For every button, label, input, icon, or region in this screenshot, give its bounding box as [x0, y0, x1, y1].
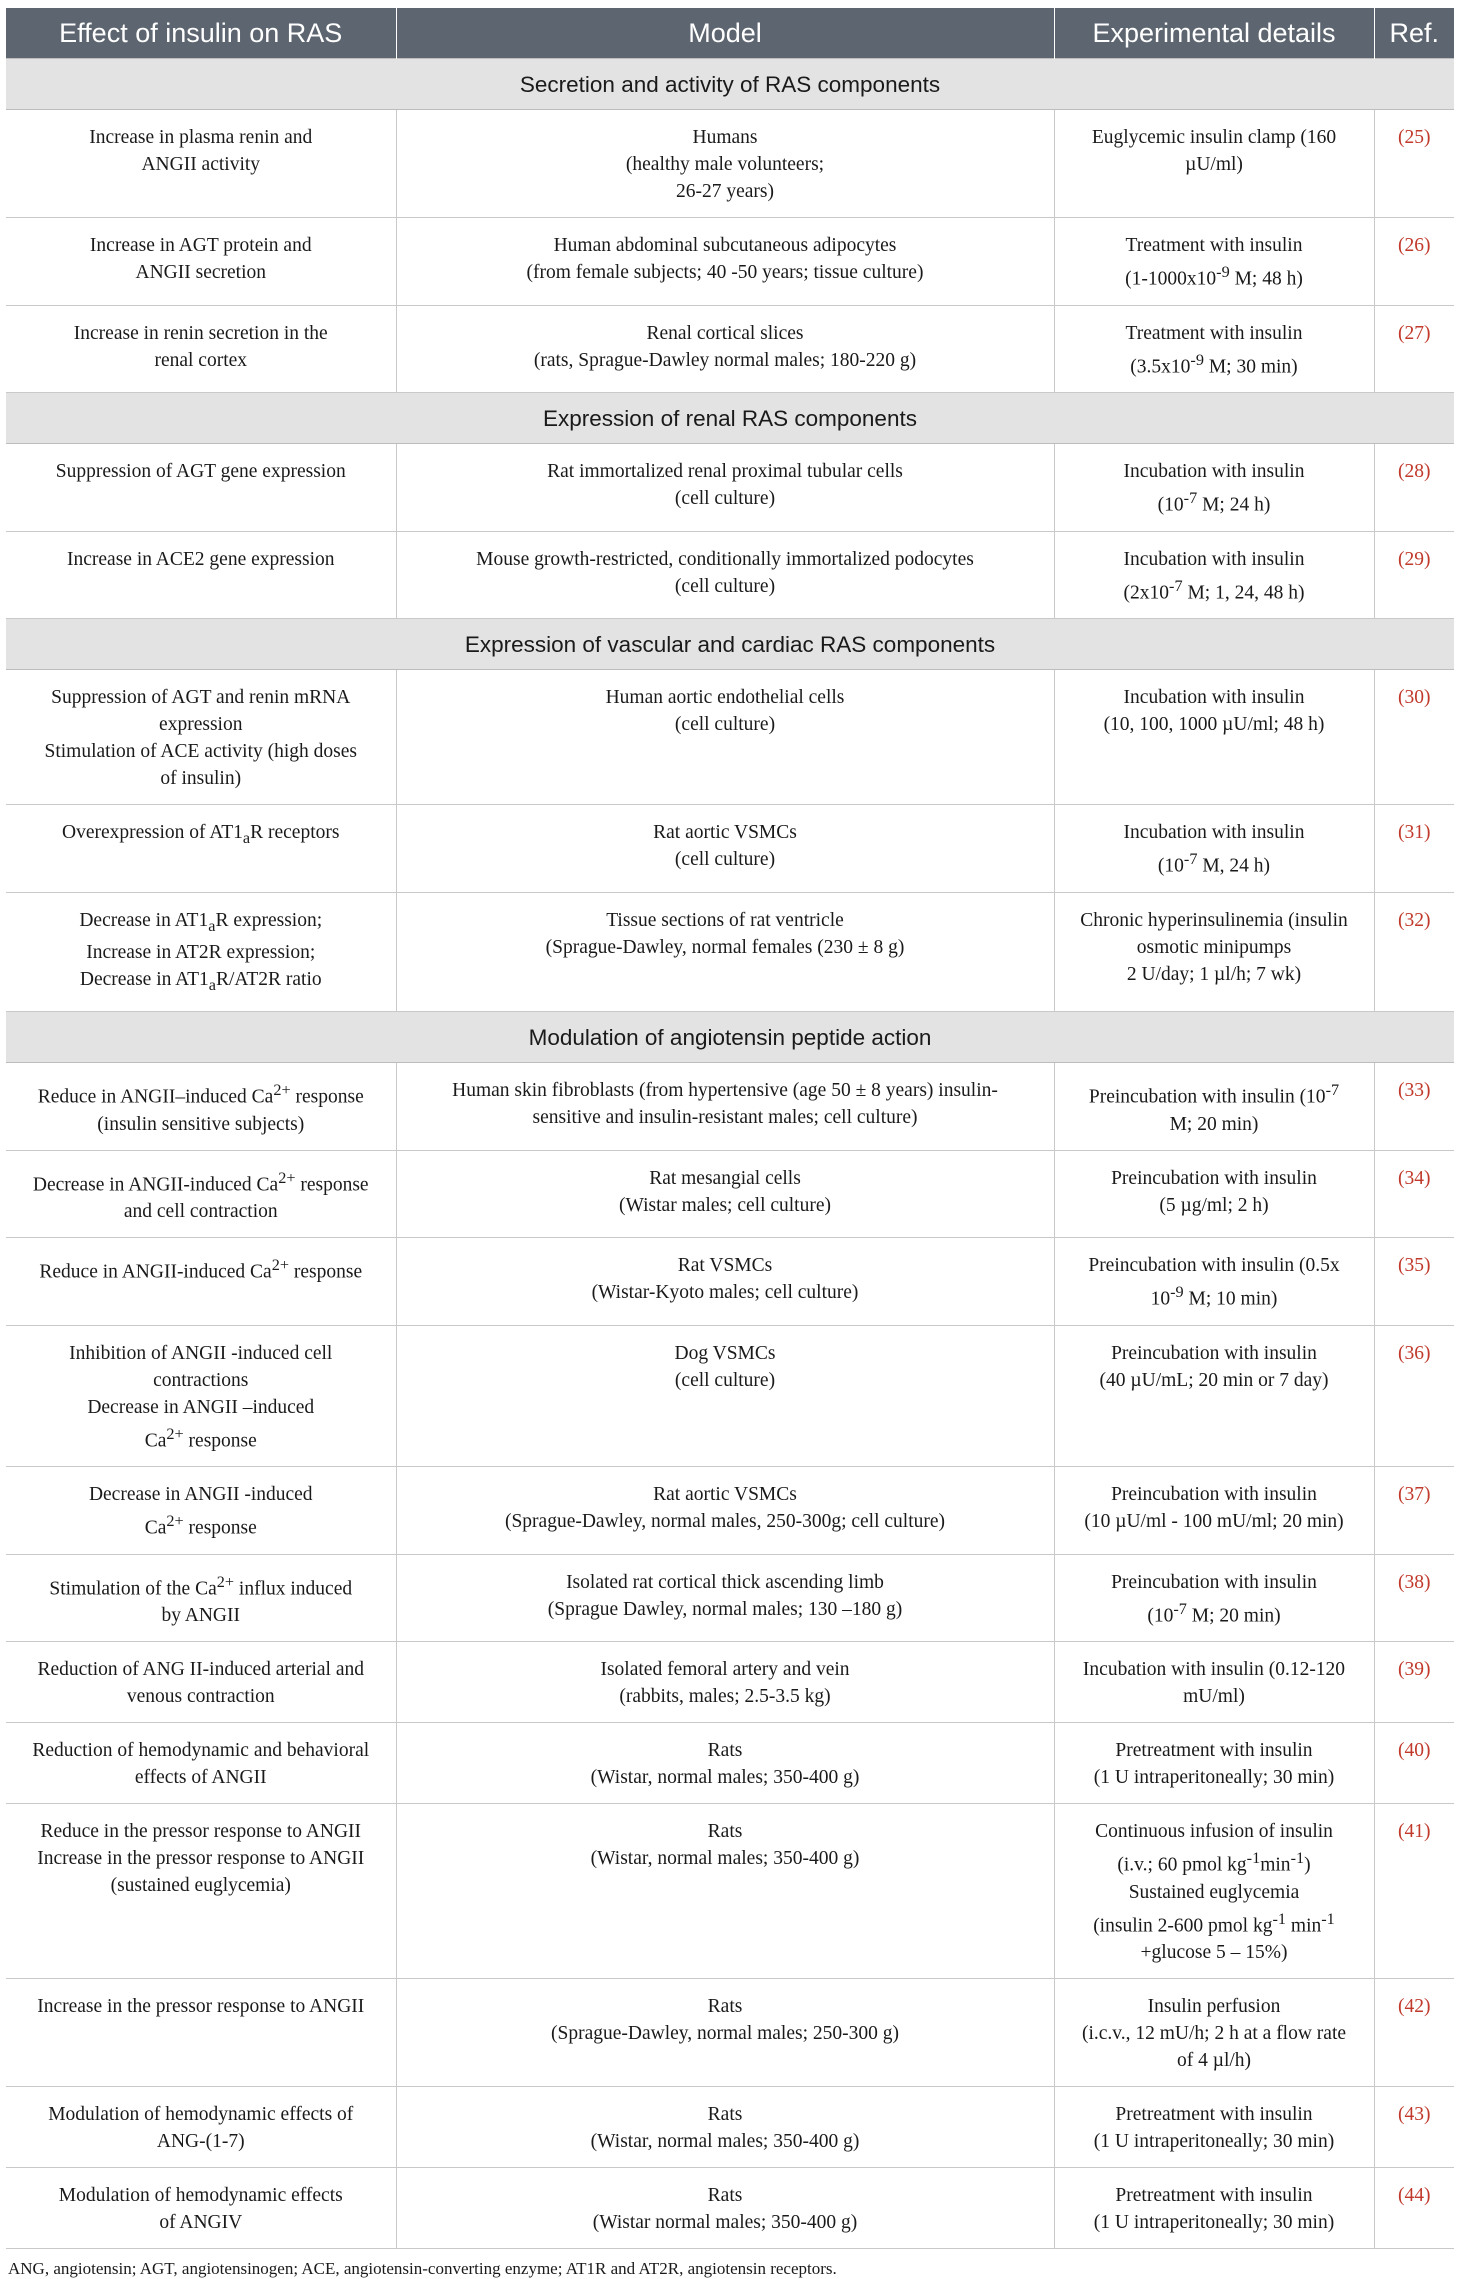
details-cell [1054, 444, 1374, 532]
details-cell-line: Chronic hyperinsulinemia (insulin [1080, 909, 1348, 931]
details-cell-line: Treatment with insulin [1125, 235, 1303, 256]
effect-cell-line: Decrease in $AT1_aR/AT2R$ ratio [79, 969, 322, 995]
model-cell-line: Rat aortic VSMCs [653, 822, 797, 843]
model-cell-line: (rats, Sprague-Dawley normal males; 180-220 g) [533, 349, 917, 371]
section-header-row [6, 1012, 1454, 1063]
model-cell [396, 305, 1054, 393]
details-cell-line: +glucose 5 – 15%) [1140, 1942, 1288, 1964]
model-cell-line: Isolated rat cortical thick ascending limb [566, 1571, 884, 1593]
table-row [6, 1063, 1454, 1151]
details-cell-line: ($2x10^{-7}$ M; 1, 24, 48 h) [1123, 576, 1305, 603]
table-row [6, 531, 1454, 619]
section-title: Expression of renal RAS components [6, 393, 1454, 444]
table-row [6, 892, 1454, 1012]
effect-cell [6, 2087, 396, 2168]
details-cell-line: Incubation with insulin (0.12-120 [1082, 1659, 1346, 1681]
details-cell [1054, 1804, 1374, 1979]
effect-cell-line: ANGII secretion [135, 262, 266, 283]
details-cell-line: (insulin 2-600 pmol $kg^{-1}$ $\min^{-1}$ [1093, 1909, 1335, 1937]
effect-cell-line: Reduction of hemodynamic and behavioral [32, 1740, 370, 1762]
section-title: Modulation of angiotensin peptide action [6, 1012, 1454, 1063]
model-cell-line: (Wistar, normal males; 350-400 g) [590, 1767, 860, 1789]
effect-cell-line: Decrease in $AT1_aR$ expression; [79, 909, 323, 935]
ref-link-line: (35) [1398, 1255, 1431, 1277]
model-cell-line: Human skin fibroblasts (from hypertensive (age 50 ± 8 years) insulin- [452, 1080, 998, 1102]
model-cell-line: (Sprague Dawley, normal males; 130 –180 g) [547, 1598, 903, 1620]
ref-link[interactable] [1374, 218, 1454, 306]
effect-cell-line: Overexpression of $AT1_aR$ receptors [62, 822, 340, 847]
details-cell-line: Pretreatment with insulin [1115, 2104, 1313, 2126]
ref-link-line: (36) [1398, 1342, 1431, 1364]
effect-cell-line: by ANGII [161, 1605, 241, 1627]
effect-cell-line: Suppression of AGT and renin mRNA [51, 687, 351, 708]
ref-link-line: (27) [1398, 322, 1431, 344]
details-cell-line: (1 U intraperitoneally; 30 min) [1093, 2131, 1335, 2153]
details-cell-line: (1 U intraperitoneally; 30 min) [1093, 2212, 1335, 2234]
effect-cell [6, 531, 396, 619]
model-cell [396, 892, 1054, 1012]
header-ref: Ref. [1374, 8, 1454, 59]
model-cell-line: (cell culture) [674, 714, 776, 735]
details-cell-line: Incubation with insulin [1123, 687, 1305, 708]
table-row [6, 1804, 1454, 1979]
details-cell [1054, 218, 1374, 306]
details-cell-line: (10, 100, 1000 µU/ml; 48 h) [1103, 714, 1325, 735]
table-row [6, 110, 1454, 218]
model-cell-line: Rats [707, 2185, 743, 2207]
details-cell [1054, 531, 1374, 619]
details-cell-line: Sustained euglycemia [1128, 1881, 1300, 1903]
effect-cell-line: ANG-(1-7) [156, 2131, 245, 2153]
model-cell [396, 1642, 1054, 1723]
model-cell-line: (healthy male volunteers; [625, 154, 825, 175]
model-cell-line: (cell culture) [674, 575, 776, 597]
ref-link-line: (37) [1398, 1484, 1431, 1506]
effect-cell-line: contractions [153, 1369, 249, 1391]
header-experimental-details: Experimental details [1054, 8, 1374, 59]
effect-cell-line: Reduce in ANGII-induced $Ca^{2+}$ response [39, 1256, 363, 1283]
details-cell-line: µU/ml) [1185, 154, 1243, 175]
effect-cell [6, 1325, 396, 1467]
ref-link[interactable] [1374, 531, 1454, 619]
model-cell [396, 1325, 1054, 1467]
model-cell-line: (Sprague-Dawley, normal males; 250-300 g) [550, 2023, 899, 2045]
table-footnote: ANG, angiotensin; AGT, angiotensinogen; ACE, angiotensin-converting enzyme; AT1R and AT2R, angiotensin receptors. [8, 2259, 837, 2279]
details-cell-line: ($1-1000x10^{-9}$ M; 48 h) [1125, 263, 1303, 290]
model-cell-line: (Sprague-Dawley, normal females (230 ± 8 g) [545, 936, 905, 958]
table-row [6, 2087, 1454, 2168]
model-cell-line: Rat immortalized renal proximal tubular cells [547, 461, 903, 482]
effect-cell-line: venous contraction [126, 1686, 275, 1708]
model-cell-line: (cell culture) [674, 488, 776, 509]
table-row [6, 444, 1454, 532]
effect-cell-line: Suppression of AGT gene expression [55, 461, 346, 482]
ref-link[interactable] [1374, 1723, 1454, 1804]
effect-cell-line: effects of ANGII [134, 1767, 267, 1789]
effect-cell [6, 1723, 396, 1804]
model-cell [396, 1063, 1054, 1151]
model-cell [396, 1554, 1054, 1642]
table-body [6, 59, 1454, 2249]
ref-link-line: (38) [1398, 1571, 1431, 1593]
model-cell [396, 1467, 1054, 1555]
effect-cell-line: expression [159, 714, 243, 735]
effect-cell-line: of insulin) [160, 768, 242, 789]
model-cell-line: (Wistar-Kyoto males; cell culture) [591, 1282, 859, 1304]
details-cell [1054, 1325, 1374, 1467]
table-row [6, 1554, 1454, 1642]
effect-cell-line: Decrease in ANGII –induced [87, 1396, 315, 1418]
details-cell [1054, 670, 1374, 805]
details-cell-line: (10 µU/ml - 100 mU/ml; 20 min) [1084, 1511, 1344, 1533]
effect-cell [6, 1063, 396, 1151]
effect-cell [6, 670, 396, 805]
model-cell-line: (Wistar, normal males; 350-400 g) [590, 2131, 860, 2153]
effect-cell [6, 1554, 396, 1642]
effect-cell-line: Stimulation of the $Ca^{2+}$ influx induced [49, 1572, 353, 1600]
details-cell [1054, 1063, 1374, 1151]
details-cell-line: ($3.5x10^{-9}$ M; 30 min) [1130, 350, 1298, 377]
header-model: Model [396, 8, 1054, 59]
model-cell-line: Rats [707, 1821, 743, 1843]
effect-cell [6, 1804, 396, 1979]
effect-cell-line: Reduce in the pressor response to ANGII [40, 1821, 362, 1843]
ref-link-line: (29) [1398, 548, 1431, 570]
ref-link-line: (34) [1398, 1167, 1431, 1189]
details-cell-line: Preincubation with insulin [1111, 1167, 1317, 1189]
details-cell [1054, 305, 1374, 393]
ref-link[interactable] [1374, 1150, 1454, 1238]
model-cell-line: Rat VSMCs [677, 1255, 773, 1277]
model-cell-line: (cell culture) [674, 1369, 776, 1391]
table-row [6, 2168, 1454, 2249]
model-cell [396, 1804, 1054, 1979]
ref-link[interactable] [1374, 1554, 1454, 1642]
model-cell-line: Dog VSMCs [674, 1342, 776, 1364]
details-cell-line: Pretreatment with insulin [1115, 1740, 1313, 1762]
ref-link-line: (44) [1398, 2185, 1431, 2207]
effect-cell-line: of ANGIV [159, 2212, 243, 2234]
ref-link-line: (39) [1398, 1659, 1431, 1681]
ref-link-line: (33) [1398, 1080, 1431, 1102]
ref-link[interactable] [1374, 1325, 1454, 1467]
model-cell-line: Mouse growth-restricted, conditionally immortalized podocytes [476, 548, 974, 570]
ref-link-line: (32) [1398, 909, 1431, 931]
model-cell-line: Rats [707, 1996, 743, 2018]
model-cell [396, 444, 1054, 532]
model-cell [396, 1979, 1054, 2087]
effect-cell-line: Modulation of hemodynamic effects of [48, 2104, 354, 2126]
effect-cell [6, 1150, 396, 1238]
ref-link[interactable] [1374, 1642, 1454, 1723]
section-header-row [6, 393, 1454, 444]
model-cell [396, 218, 1054, 306]
details-cell [1054, 2168, 1374, 2249]
ref-link-line: (40) [1398, 1740, 1431, 1762]
header-row [6, 8, 1454, 59]
effect-cell [6, 892, 396, 1012]
model-cell-line: Rat aortic VSMCs [653, 1484, 797, 1506]
ref-link[interactable] [1374, 1063, 1454, 1151]
details-cell-line: Preincubation with insulin (0.5x [1088, 1255, 1340, 1277]
effect-cell-line: ANGII activity [141, 154, 261, 175]
effect-cell-line: Increase in plasma renin and [89, 127, 313, 148]
details-cell-line: Treatment with insulin [1125, 322, 1303, 344]
model-cell-line: Humans [692, 127, 758, 148]
ref-link-line: (43) [1398, 2104, 1431, 2126]
model-cell-line: Isolated femoral artery and vein [600, 1659, 850, 1681]
details-cell-line: ($10^{-7}$ M; 24 h) [1157, 489, 1271, 516]
section-title: Expression of vascular and cardiac RAS components [6, 619, 1454, 670]
model-cell-line: (Wistar, normal males; 350-400 g) [590, 1848, 860, 1870]
model-cell-line: Rats [707, 2104, 743, 2126]
details-cell-line: $10^{-9}$ M; 10 min) [1150, 1283, 1278, 1310]
effect-cell-line: Increase in the pressor response to ANGII [37, 1848, 365, 1870]
details-cell-line: Insulin perfusion [1147, 1996, 1281, 2018]
model-cell-line: (from female subjects; 40 -50 years; tissue culture) [526, 262, 924, 283]
header-effect: Effect of insulin on RAS [6, 8, 396, 59]
details-cell-line: Preincubation with insulin [1111, 1342, 1317, 1364]
table-row [6, 305, 1454, 393]
model-cell [396, 805, 1054, 893]
ref-link-line: (25) [1398, 127, 1431, 148]
table-row [6, 1723, 1454, 1804]
ref-link-line: (42) [1398, 1996, 1431, 2018]
effect-cell-line: renal cortex [154, 349, 248, 371]
ref-link-line: (31) [1398, 822, 1431, 843]
effect-cell-line: Increase in renin secretion in the [73, 322, 328, 344]
model-cell-line: sensitive and insulin-resistant males; cell culture) [532, 1107, 918, 1129]
details-cell [1054, 1554, 1374, 1642]
effect-cell-line: (insulin sensitive subjects) [97, 1113, 305, 1135]
details-cell-line: Incubation with insulin [1123, 461, 1305, 482]
details-cell [1054, 1979, 1374, 2087]
details-cell-line: mU/ml) [1183, 1686, 1245, 1708]
table-row [6, 218, 1454, 306]
effect-cell [6, 1642, 396, 1723]
model-cell [396, 1238, 1054, 1326]
effect-cell [6, 1238, 396, 1326]
details-cell-line: Continuous infusion of insulin [1095, 1821, 1333, 1843]
model-cell-line: Human abdominal subcutaneous adipocytes [553, 235, 897, 256]
effect-cell [6, 1467, 396, 1555]
model-cell [396, 670, 1054, 805]
details-cell-line: M; 20 min) [1169, 1113, 1259, 1135]
details-cell-line: (1 U intraperitoneally; 30 min) [1093, 1767, 1335, 1789]
effect-cell-line: $Ca^{2+}$ response [144, 1424, 257, 1452]
ref-link[interactable] [1374, 892, 1454, 1012]
section-header-row [6, 619, 1454, 670]
model-cell-line: Renal cortical slices [646, 322, 804, 344]
ref-link[interactable] [1374, 1238, 1454, 1326]
ref-link-line: (28) [1398, 461, 1431, 482]
effect-cell-line: Decrease in ANGII -induced [88, 1484, 313, 1506]
details-cell-line: (5 µg/ml; 2 h) [1159, 1194, 1269, 1216]
ref-link[interactable] [1374, 444, 1454, 532]
details-cell-line: Preincubation with insulin [1111, 1484, 1317, 1506]
model-cell-line: 26-27 years) [675, 181, 774, 202]
ref-link[interactable] [1374, 110, 1454, 218]
ref-link-line: (30) [1398, 687, 1431, 708]
details-cell [1054, 892, 1374, 1012]
details-cell [1054, 1150, 1374, 1238]
ref-link[interactable] [1374, 305, 1454, 393]
effect-cell [6, 805, 396, 893]
table-row [6, 1642, 1454, 1723]
effect-cell [6, 2168, 396, 2249]
details-cell-line: (i.v.; 60 pmol $kg^{-1}\min^{-1}$) [1117, 1849, 1311, 1876]
effect-cell-line: (sustained euglycemia) [110, 1875, 291, 1897]
ref-link[interactable] [1374, 1804, 1454, 1979]
model-cell-line: (rabbits, males; 2.5-3.5 kg) [619, 1686, 831, 1708]
effect-cell-line: and cell contraction [123, 1201, 278, 1223]
details-cell-line: of 4 µl/h) [1176, 2050, 1252, 2072]
effect-cell-line: Modulation of hemodynamic effects [58, 2185, 343, 2207]
model-cell-line: (cell culture) [674, 849, 776, 870]
table-row [6, 805, 1454, 893]
details-cell-line: 2 U/day; 1 µl/h; 7 wk) [1126, 963, 1302, 985]
model-cell-line: Rat mesangial cells [649, 1167, 801, 1189]
table-row [6, 1238, 1454, 1326]
details-cell [1054, 1238, 1374, 1326]
section-title: Secretion and activity of RAS components [6, 59, 1454, 110]
model-cell-line: Rats [707, 1740, 743, 1762]
details-cell-line: osmotic minipumps [1136, 936, 1292, 958]
table-row [6, 1150, 1454, 1238]
model-cell-line: (Sprague-Dawley, normal males, 250-300g; cell culture) [504, 1511, 946, 1533]
effect-cell-line: Decrease in ANGII-induced $Ca^{2+}$ response [32, 1168, 369, 1196]
table-row [6, 1467, 1454, 1555]
details-cell-line: (40 µU/mL; 20 min or 7 day) [1099, 1369, 1329, 1391]
effect-cell-line: Increase in the pressor response to ANGII [37, 1996, 365, 2018]
model-cell-line: (Wistar normal males; 350-400 g) [592, 2212, 858, 2234]
model-cell [396, 531, 1054, 619]
effect-cell-line: Reduce in ANGII–induced $Ca^{2+}$ response [37, 1081, 364, 1108]
model-cell [396, 1723, 1054, 1804]
effect-cell-line: $Ca^{2+}$ response [144, 1512, 257, 1539]
effect-cell [6, 1979, 396, 2087]
ref-link[interactable] [1374, 670, 1454, 805]
ref-link[interactable] [1374, 1979, 1454, 2087]
effect-cell-line: Stimulation of ACE activity (high doses [44, 741, 358, 762]
table-row [6, 670, 1454, 805]
effect-cell [6, 444, 396, 532]
table-container [6, 8, 1454, 2279]
details-cell [1054, 1642, 1374, 1723]
effect-cell [6, 110, 396, 218]
details-cell-line: Preincubation with insulin ($10^{-7}$ [1088, 1081, 1340, 1108]
ref-link[interactable] [1374, 1467, 1454, 1555]
ref-link-line: (26) [1398, 235, 1431, 256]
effect-cell-line: Increase in AT2R expression; [86, 942, 316, 964]
details-cell [1054, 805, 1374, 893]
ref-link[interactable] [1374, 2087, 1454, 2168]
section-header-row [6, 59, 1454, 110]
model-cell [396, 2168, 1054, 2249]
details-cell-line: ($10^{-7}$ M; 20 min) [1147, 1599, 1281, 1627]
table-row [6, 1979, 1454, 2087]
insulin-ras-table [6, 8, 1454, 2249]
effect-cell [6, 218, 396, 306]
effect-cell-line: Increase in AGT protein and [89, 235, 312, 256]
details-cell-line: ($10^{-7}$ M, 24 h) [1157, 850, 1271, 877]
effect-cell [6, 305, 396, 393]
ref-link-line: (41) [1398, 1821, 1431, 1843]
model-cell-line: Tissue sections of rat ventricle [606, 909, 844, 931]
details-cell [1054, 1723, 1374, 1804]
effect-cell-line: Inhibition of ANGII -induced cell [69, 1342, 333, 1364]
model-cell [396, 1150, 1054, 1238]
model-cell-line: (Wistar males; cell culture) [619, 1194, 831, 1216]
details-cell [1054, 1467, 1374, 1555]
model-cell [396, 2087, 1054, 2168]
model-cell-line: Human aortic endothelial cells [605, 687, 845, 708]
details-cell-line: Pretreatment with insulin [1115, 2185, 1313, 2207]
details-cell-line: Incubation with insulin [1123, 822, 1305, 843]
effect-cell-line: Reduction of ANG II-induced arterial and [37, 1659, 364, 1681]
details-cell [1054, 2087, 1374, 2168]
effect-cell-line: Increase in ACE2 gene expression [67, 548, 335, 570]
table-row [6, 1325, 1454, 1467]
ref-link[interactable] [1374, 2168, 1454, 2249]
ref-link[interactable] [1374, 805, 1454, 893]
details-cell-line: Euglycemic insulin clamp (160 [1091, 127, 1337, 148]
details-cell [1054, 110, 1374, 218]
details-cell-line: Incubation with insulin [1123, 548, 1305, 570]
details-cell-line: (i.c.v., 12 mU/h; 2 h at a flow rate [1081, 2023, 1347, 2045]
details-cell-line: Preincubation with insulin [1111, 1571, 1317, 1593]
model-cell [396, 110, 1054, 218]
